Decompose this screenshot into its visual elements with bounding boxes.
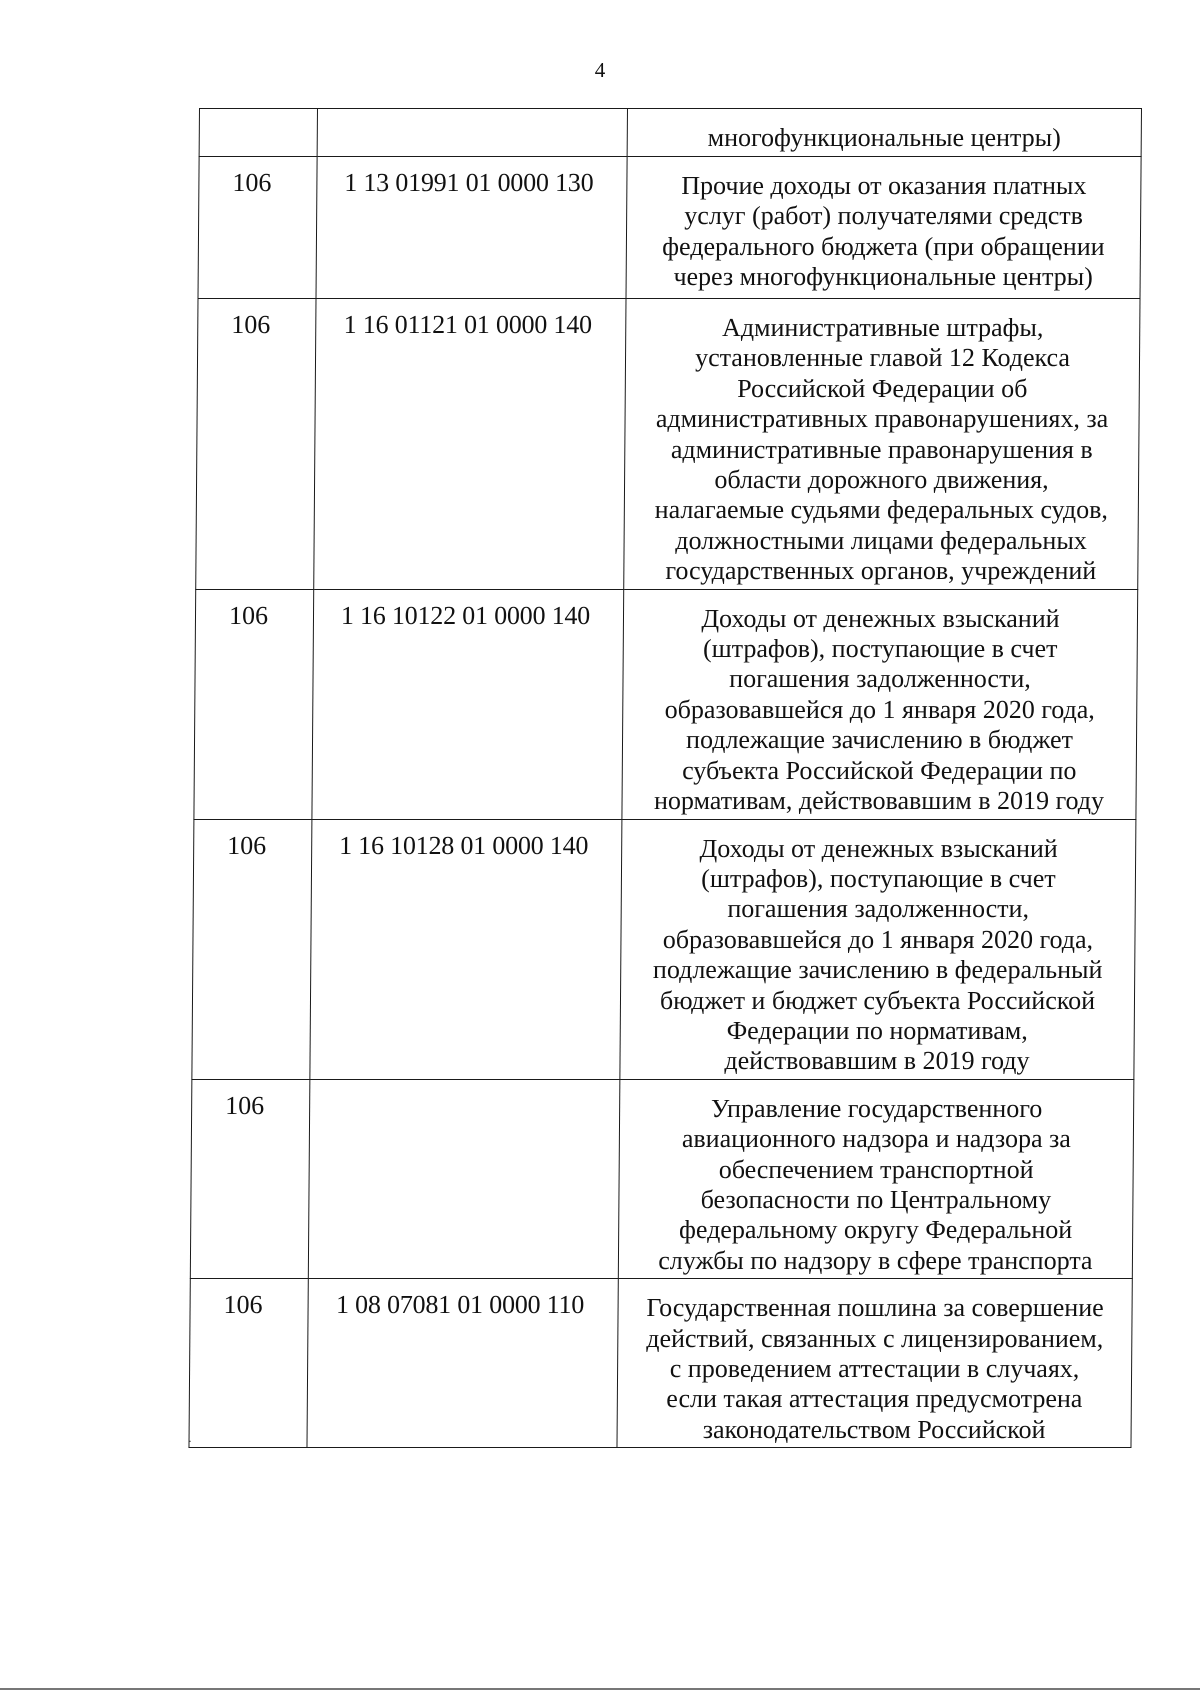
description-cell xyxy=(622,589,1138,819)
description-line: услуг (работ) получателями средств xyxy=(684,201,1084,231)
description-line: административных правонарушениях, за xyxy=(655,404,1109,434)
description-line: Доходы от денежных взысканий xyxy=(701,603,1060,633)
description-line: налагаемые судьями федеральных судов, xyxy=(654,495,1109,525)
description-line: образовавшейся до 1 января 2020 года, xyxy=(664,694,1095,724)
description-line: с проведением аттестации в случаях, xyxy=(669,1354,1080,1383)
margin-mark: · xyxy=(188,1434,192,1448)
description-line: подлежащие зачислению в бюджет xyxy=(686,725,1074,755)
revenue-code-cell: 1 16 10122 01 0000 140 xyxy=(312,589,624,819)
description-line: Государственная пошлина за совершение xyxy=(646,1293,1104,1323)
description-line: через многофункциональные центры) xyxy=(673,262,1093,292)
description-line: области дорожного движения, xyxy=(714,465,1049,495)
description-line: авиационного надзора и надзора за xyxy=(681,1124,1072,1154)
table-row xyxy=(198,157,1141,299)
admin-code-cell xyxy=(199,109,317,157)
description-line: службы по надзору в сфере транспорта xyxy=(658,1245,1093,1275)
revenue-code-cell: 1 16 10128 01 0000 140 xyxy=(310,819,622,1079)
description-line: погашения задолженности, xyxy=(729,664,1031,694)
page-number: 4 xyxy=(594,58,606,82)
revenue-code-cell: 1 13 01991 01 0000 130 xyxy=(316,157,627,299)
description-line: (штрафов), поступающие в счет xyxy=(702,634,1058,664)
admin-code-cell: 106 xyxy=(196,299,316,590)
description-line: законодательством Российской xyxy=(702,1414,1046,1444)
revenue-codes-table xyxy=(188,108,1142,1448)
description-cell xyxy=(618,1079,1134,1278)
description-line: подлежащие зачислению в федеральный xyxy=(652,955,1103,985)
description-cell xyxy=(620,819,1136,1079)
description-line: должностными лицами федеральных xyxy=(675,525,1087,555)
description-line: федеральному округу Федеральной xyxy=(678,1215,1073,1245)
description-line: обеспечением транспортной xyxy=(718,1154,1034,1184)
description-cell xyxy=(624,299,1140,590)
table-row xyxy=(190,1079,1134,1278)
revenue-code-cell: 1 16 01121 01 0000 140 xyxy=(314,299,626,590)
description-line: образовавшейся до 1 января 2020 года, xyxy=(662,924,1094,954)
description-line: (штрафов), поступающие в счет xyxy=(701,863,1056,893)
table-row xyxy=(199,109,1141,157)
description-line: безопасности по Центральному xyxy=(700,1184,1052,1214)
table-row xyxy=(192,819,1136,1079)
admin-code-cell: 106 xyxy=(190,1079,310,1278)
table-body xyxy=(189,109,1142,1448)
revenue-code-cell: 1 08 07081 01 0000 110 xyxy=(307,1279,618,1448)
description-line: действовавшим в 2019 году xyxy=(724,1046,1030,1076)
revenue-code-cell xyxy=(308,1079,620,1278)
description-cell xyxy=(617,1279,1132,1448)
description-line: действий, связанных с лицензированием, xyxy=(646,1323,1104,1353)
admin-code-cell: 106 xyxy=(189,1279,308,1448)
description-cell xyxy=(627,109,1141,157)
description-line: если такая аттестация предусмотрена xyxy=(666,1384,1083,1414)
description-line: Административные штрафы, xyxy=(721,313,1044,342)
description-line: многофункциональные центры) xyxy=(707,123,1061,152)
description-line: Управление государственного xyxy=(710,1093,1043,1123)
table-row xyxy=(189,1279,1132,1448)
table-row xyxy=(194,589,1138,819)
revenue-code-cell xyxy=(317,109,627,157)
description-line: Федерации по нормативам, xyxy=(726,1015,1028,1045)
admin-code-cell: 106 xyxy=(192,819,312,1079)
description-line: бюджет и бюджет субъекта Российской xyxy=(659,985,1096,1015)
admin-code-cell: 106 xyxy=(198,157,317,299)
table-row xyxy=(196,299,1140,590)
description-line: Прочие доходы от оказания платных xyxy=(681,171,1087,200)
description-line: Российской Федерации об xyxy=(737,373,1028,403)
description-line: федерального бюджета (при обращении xyxy=(662,231,1105,261)
description-line: субъекта Российской Федерации по xyxy=(682,755,1077,785)
description-line: государственных органов, учреждений xyxy=(665,556,1097,586)
description-line: установленные главой 12 Кодекса xyxy=(695,343,1071,373)
description-line: погашения задолженности, xyxy=(727,894,1030,924)
admin-code-cell: 106 xyxy=(194,589,314,819)
description-line: Доходы от денежных взысканий xyxy=(699,833,1058,863)
description-cell xyxy=(626,157,1141,299)
description-line: административные правонарушения в xyxy=(670,434,1093,464)
page-bottom-edge xyxy=(0,1688,1200,1690)
description-line: нормативам, действовавшим в 2019 году xyxy=(653,786,1105,816)
